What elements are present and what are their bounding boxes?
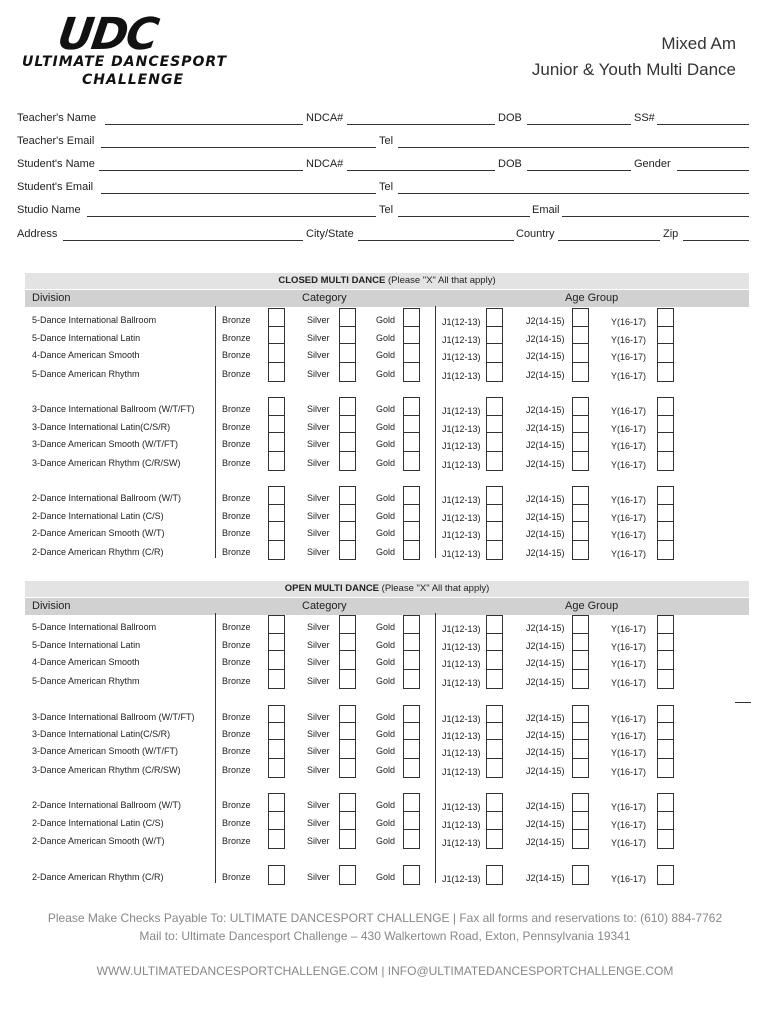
- silver-label: Silver: [307, 657, 330, 667]
- silver-label: Silver: [307, 547, 330, 557]
- silver-label: Silver: [307, 676, 330, 686]
- y-age-label: Y(16-17): [611, 678, 647, 688]
- open-dance-row: [0, 654, 770, 672]
- y-age-label: Y(16-17): [611, 748, 647, 758]
- dance-division-label: 3-Dance International Latin(C/S/R): [32, 729, 171, 739]
- division-heading: Division: [32, 292, 71, 304]
- j1-checkbox[interactable]: [486, 829, 503, 849]
- age-group-heading: Age Group: [565, 600, 619, 612]
- bronze-label: Bronze: [222, 350, 251, 360]
- teachers-name-label: Teacher's Name: [17, 112, 97, 124]
- gold-label: Gold: [376, 800, 396, 810]
- y-checkbox[interactable]: [657, 669, 674, 689]
- dance-division-label: 2-Dance American Smooth (W/T): [32, 836, 165, 846]
- gold-label: Gold: [376, 350, 396, 360]
- j2-age-label: J2(14-15): [526, 494, 565, 504]
- bronze-label: Bronze: [222, 333, 251, 343]
- open-dance-row: [0, 726, 770, 744]
- gold-checkbox[interactable]: [403, 865, 420, 885]
- tel-label: Tel: [379, 135, 394, 147]
- open-column-header: [25, 598, 749, 615]
- j2-age-label: J2(14-15): [526, 459, 565, 469]
- dance-division-label: 2-Dance International Ballroom (W/T): [32, 493, 182, 503]
- gold-label: Gold: [376, 369, 396, 379]
- bronze-label: Bronze: [222, 315, 251, 325]
- logo-line-2: CHALLENGE: [82, 72, 185, 88]
- gold-checkbox[interactable]: [403, 669, 420, 689]
- gold-label: Gold: [376, 872, 396, 882]
- y-age-label: Y(16-17): [611, 335, 647, 345]
- dance-division-label: 3-Dance International Ballroom (W/T/FT): [32, 404, 195, 414]
- payable-note: Please Make Checks Payable To: ULTIMATE DANCESPORT CHALLENGE | Fax all forms and reservations to: (610) 884-7762: [47, 911, 723, 925]
- dance-division-label: 2-Dance American Rhythm (C/R): [32, 872, 164, 882]
- studio-name-label: Studio Name: [17, 204, 81, 216]
- y-checkbox[interactable]: [657, 758, 674, 778]
- j1-checkbox[interactable]: [486, 669, 503, 689]
- silver-label: Silver: [307, 369, 330, 379]
- silver-checkbox[interactable]: [339, 669, 356, 689]
- bronze-label: Bronze: [222, 422, 251, 432]
- bronze-checkbox[interactable]: [268, 829, 285, 849]
- dance-division-label: 2-Dance International Latin (C/S): [32, 511, 164, 521]
- y-age-label: Y(16-17): [611, 624, 647, 634]
- silver-label: Silver: [307, 872, 330, 882]
- open-dance-row: [0, 815, 770, 833]
- bronze-label: Bronze: [222, 800, 251, 810]
- city-state-label: City/State: [306, 228, 354, 240]
- dance-division-label: 3-Dance American Smooth (W/T/FT): [32, 746, 179, 756]
- dance-division-label: 4-Dance American Smooth: [32, 350, 140, 360]
- j1-age-label: J1(12-13): [442, 820, 481, 830]
- division-heading: Division: [32, 600, 71, 612]
- j2-age-label: J2(14-15): [526, 548, 565, 558]
- silver-label: Silver: [307, 712, 330, 722]
- gold-label: Gold: [376, 439, 396, 449]
- gold-checkbox[interactable]: [403, 829, 420, 849]
- j2-age-label: J2(14-15): [526, 370, 565, 380]
- gold-label: Gold: [376, 458, 396, 468]
- country-label: Country: [516, 228, 555, 240]
- open-dance-row: [0, 762, 770, 780]
- dob-label: DOB: [498, 158, 522, 170]
- dance-division-label: 5-Dance American Rhythm: [32, 369, 140, 379]
- j1-age-label: J1(12-13): [442, 424, 481, 434]
- silver-label: Silver: [307, 458, 330, 468]
- y-checkbox[interactable]: [657, 793, 674, 813]
- bronze-checkbox[interactable]: [268, 739, 285, 759]
- dance-division-label: 5-Dance International Ballroom: [32, 622, 157, 632]
- silver-label: Silver: [307, 746, 330, 756]
- dance-division-label: 3-Dance International Ballroom (W/T/FT): [32, 712, 195, 722]
- tel-label: Tel: [379, 181, 394, 193]
- gold-label: Gold: [376, 422, 396, 432]
- j1-age-label: J1(12-13): [442, 838, 481, 848]
- j1-age-label: J1(12-13): [442, 549, 481, 559]
- j2-age-label: J2(14-15): [526, 801, 565, 811]
- form-title-line-2: Junior & Youth Multi Dance: [531, 60, 736, 79]
- division-separator: [215, 613, 216, 883]
- j1-age-label: J1(12-13): [442, 748, 481, 758]
- y-age-label: Y(16-17): [611, 371, 647, 381]
- j1-age-label: J1(12-13): [442, 624, 481, 634]
- j2-age-label: J2(14-15): [526, 747, 565, 757]
- silver-label: Silver: [307, 800, 330, 810]
- age-separator: [435, 613, 436, 883]
- bronze-checkbox[interactable]: [268, 793, 285, 813]
- website-contact: WWW.ULTIMATEDANCESPORTCHALLENGE.COM | INFO@ULTIMATEDANCESPORTCHALLENGE.COM: [96, 964, 674, 978]
- gold-checkbox[interactable]: [403, 758, 420, 778]
- j1-checkbox[interactable]: [486, 865, 503, 885]
- j2-age-label: J2(14-15): [526, 641, 565, 651]
- dance-division-label: 5-Dance American Rhythm: [32, 676, 140, 686]
- gender-label: Gender: [634, 158, 671, 170]
- students-email-label: Student's Email: [17, 181, 94, 193]
- j2-age-label: J2(14-15): [526, 730, 565, 740]
- divider-mark: [735, 702, 751, 703]
- y-checkbox[interactable]: [657, 615, 674, 635]
- j1-age-label: J1(12-13): [442, 642, 481, 652]
- bronze-label: Bronze: [222, 676, 251, 686]
- bronze-checkbox[interactable]: [268, 650, 285, 670]
- bronze-checkbox[interactable]: [268, 669, 285, 689]
- j1-age-label: J1(12-13): [442, 460, 481, 470]
- j1-age-label: J1(12-13): [442, 441, 481, 451]
- mailing-address: Mail to: Ultimate Dancesport Challenge – 430 Walkertown Road, Exton, Pennsylvania 19341: [139, 929, 631, 943]
- bronze-label: Bronze: [222, 458, 251, 468]
- y-age-label: Y(16-17): [611, 820, 647, 830]
- y-checkbox[interactable]: [657, 865, 674, 885]
- j1-age-label: J1(12-13): [442, 874, 481, 884]
- silver-label: Silver: [307, 404, 330, 414]
- silver-label: Silver: [307, 836, 330, 846]
- gold-checkbox[interactable]: [403, 739, 420, 759]
- ss-label: SS#: [634, 112, 655, 124]
- silver-label: Silver: [307, 528, 330, 538]
- open-dance-row: [0, 743, 770, 761]
- y-age-label: Y(16-17): [611, 530, 647, 540]
- gold-label: Gold: [376, 640, 396, 650]
- j1-age-label: J1(12-13): [442, 495, 481, 505]
- j2-checkbox[interactable]: [572, 758, 589, 778]
- ndca-label: NDCA#: [306, 112, 344, 124]
- y-age-label: Y(16-17): [611, 714, 647, 724]
- gold-label: Gold: [376, 511, 396, 521]
- y-age-label: Y(16-17): [611, 317, 647, 327]
- y-checkbox[interactable]: [657, 829, 674, 849]
- logo-line-1: ULTIMATE DANCESPORT: [22, 54, 228, 70]
- j1-age-label: J1(12-13): [442, 731, 481, 741]
- gold-checkbox[interactable]: [403, 793, 420, 813]
- gold-label: Gold: [376, 712, 396, 722]
- open-dance-row: [0, 619, 770, 637]
- address-label: Address: [17, 228, 58, 240]
- j1-checkbox[interactable]: [486, 615, 503, 635]
- y-age-label: Y(16-17): [611, 731, 647, 741]
- open-section-title: OPEN MULTI DANCE: [284, 583, 380, 594]
- gold-checkbox[interactable]: [403, 811, 420, 831]
- category-heading: Category: [302, 600, 347, 612]
- y-age-label: Y(16-17): [611, 549, 647, 559]
- bronze-label: Bronze: [222, 511, 251, 521]
- j2-checkbox[interactable]: [572, 865, 589, 885]
- gold-label: Gold: [376, 729, 396, 739]
- dance-division-label: 2-Dance International Latin (C/S): [32, 818, 164, 828]
- y-age-label: Y(16-17): [611, 495, 647, 505]
- bronze-label: Bronze: [222, 439, 251, 449]
- j2-age-label: J2(14-15): [526, 405, 565, 415]
- form-title-line-1: Mixed Am: [661, 34, 736, 53]
- silver-label: Silver: [307, 493, 330, 503]
- silver-checkbox[interactable]: [339, 793, 356, 813]
- open-dance-row: [0, 709, 770, 727]
- j1-age-label: J1(12-13): [442, 659, 481, 669]
- gold-label: Gold: [376, 547, 396, 557]
- bronze-label: Bronze: [222, 765, 251, 775]
- y-checkbox[interactable]: [657, 650, 674, 670]
- y-age-label: Y(16-17): [611, 802, 647, 812]
- students-name-label: Student's Name: [17, 158, 95, 170]
- silver-label: Silver: [307, 422, 330, 432]
- j2-checkbox[interactable]: [572, 739, 589, 759]
- j2-age-label: J2(14-15): [526, 512, 565, 522]
- j2-age-label: J2(14-15): [526, 837, 565, 847]
- bronze-label: Bronze: [222, 712, 251, 722]
- open-dance-row: [0, 673, 770, 691]
- gold-label: Gold: [376, 676, 396, 686]
- j2-age-label: J2(14-15): [526, 677, 565, 687]
- silver-checkbox[interactable]: [339, 650, 356, 670]
- j2-age-label: J2(14-15): [526, 316, 565, 326]
- silver-label: Silver: [307, 333, 330, 343]
- j1-age-label: J1(12-13): [442, 513, 481, 523]
- j1-age-label: J1(12-13): [442, 678, 481, 688]
- j2-age-label: J2(14-15): [526, 623, 565, 633]
- bronze-label: Bronze: [222, 369, 251, 379]
- y-age-label: Y(16-17): [611, 406, 647, 416]
- j2-age-label: J2(14-15): [526, 873, 565, 883]
- j2-checkbox[interactable]: [572, 793, 589, 813]
- j2-age-label: J2(14-15): [526, 351, 565, 361]
- bronze-label: Bronze: [222, 657, 251, 667]
- y-age-label: Y(16-17): [611, 767, 647, 777]
- y-age-label: Y(16-17): [611, 352, 647, 362]
- bronze-label: Bronze: [222, 547, 251, 557]
- j2-age-label: J2(14-15): [526, 529, 565, 539]
- dob-label: DOB: [498, 112, 522, 124]
- gold-label: Gold: [376, 818, 396, 828]
- silver-checkbox[interactable]: [339, 829, 356, 849]
- silver-checkbox[interactable]: [339, 865, 356, 885]
- j1-age-label: J1(12-13): [442, 767, 481, 777]
- y-age-label: Y(16-17): [611, 460, 647, 470]
- j2-age-label: J2(14-15): [526, 819, 565, 829]
- gold-label: Gold: [376, 315, 396, 325]
- j1-age-label: J1(12-13): [442, 371, 481, 381]
- gold-label: Gold: [376, 622, 396, 632]
- open-dance-row: [0, 869, 770, 887]
- j1-checkbox[interactable]: [486, 650, 503, 670]
- j1-age-label: J1(12-13): [442, 714, 481, 724]
- dance-division-label: 5-Dance International Latin: [32, 333, 141, 343]
- bronze-label: Bronze: [222, 493, 251, 503]
- y-age-label: Y(16-17): [611, 659, 647, 669]
- gold-label: Gold: [376, 746, 396, 756]
- closed-section-title: CLOSED MULTI DANCE: [278, 275, 386, 286]
- dance-division-label: 3-Dance American Rhythm (C/R/SW): [32, 765, 181, 775]
- gold-label: Gold: [376, 836, 396, 846]
- gold-checkbox[interactable]: [403, 615, 420, 635]
- teachers-email-label: Teacher's Email: [17, 135, 95, 147]
- silver-checkbox[interactable]: [339, 758, 356, 778]
- j1-age-label: J1(12-13): [442, 802, 481, 812]
- bronze-label: Bronze: [222, 622, 251, 632]
- silver-label: Silver: [307, 622, 330, 632]
- j2-checkbox[interactable]: [572, 829, 589, 849]
- bronze-checkbox[interactable]: [268, 811, 285, 831]
- j1-age-label: J1(12-13): [442, 352, 481, 362]
- dance-division-label: 3-Dance American Smooth (W/T/FT): [32, 439, 179, 449]
- j2-age-label: J2(14-15): [526, 334, 565, 344]
- open-section-instruction: (Please "X" All that apply): [381, 583, 490, 594]
- age-group-heading: Age Group: [565, 292, 619, 304]
- tel-label: Tel: [379, 204, 394, 216]
- j1-checkbox[interactable]: [486, 739, 503, 759]
- email-label: Email: [532, 204, 560, 216]
- silver-checkbox[interactable]: [339, 811, 356, 831]
- j1-age-label: J1(12-13): [442, 406, 481, 416]
- bronze-checkbox[interactable]: [268, 865, 285, 885]
- j1-checkbox[interactable]: [486, 758, 503, 778]
- j2-checkbox[interactable]: [572, 615, 589, 635]
- y-checkbox[interactable]: [657, 739, 674, 759]
- open-section-header: [25, 581, 749, 597]
- y-age-label: Y(16-17): [611, 874, 647, 884]
- j2-age-label: J2(14-15): [526, 423, 565, 433]
- bronze-label: Bronze: [222, 872, 251, 882]
- silver-checkbox[interactable]: [339, 739, 356, 759]
- dance-division-label: 5-Dance International Latin: [32, 640, 141, 650]
- silver-label: Silver: [307, 765, 330, 775]
- silver-label: Silver: [307, 511, 330, 521]
- gold-checkbox[interactable]: [403, 650, 420, 670]
- bronze-label: Bronze: [222, 729, 251, 739]
- ndca-label: NDCA#: [306, 158, 344, 170]
- dance-division-label: 4-Dance American Smooth: [32, 657, 140, 667]
- silver-checkbox[interactable]: [339, 615, 356, 635]
- j1-checkbox[interactable]: [486, 811, 503, 831]
- dance-division-label: 3-Dance International Latin(C/S/R): [32, 422, 171, 432]
- dance-division-label: 2-Dance American Rhythm (C/R): [32, 547, 164, 557]
- j1-checkbox[interactable]: [486, 793, 503, 813]
- j1-age-label: J1(12-13): [442, 317, 481, 327]
- silver-label: Silver: [307, 350, 330, 360]
- open-dance-row: [0, 637, 770, 655]
- bronze-label: Bronze: [222, 818, 251, 828]
- bronze-label: Bronze: [222, 640, 251, 650]
- j2-checkbox[interactable]: [572, 811, 589, 831]
- y-checkbox[interactable]: [657, 811, 674, 831]
- gold-label: Gold: [376, 493, 396, 503]
- gold-label: Gold: [376, 333, 396, 343]
- j2-age-label: J2(14-15): [526, 713, 565, 723]
- y-age-label: Y(16-17): [611, 441, 647, 451]
- j2-checkbox[interactable]: [572, 650, 589, 670]
- silver-label: Silver: [307, 640, 330, 650]
- bronze-label: Bronze: [222, 404, 251, 414]
- silver-label: Silver: [307, 439, 330, 449]
- category-heading: Category: [302, 292, 347, 304]
- dance-division-label: 5-Dance International Ballroom: [32, 315, 157, 325]
- logo-mark: UDC: [54, 9, 161, 60]
- y-age-label: Y(16-17): [611, 424, 647, 434]
- j2-age-label: J2(14-15): [526, 658, 565, 668]
- j2-age-label: J2(14-15): [526, 440, 565, 450]
- y-age-label: Y(16-17): [611, 513, 647, 523]
- closed-section-instruction: (Please "X" All that apply): [388, 275, 496, 286]
- silver-label: Silver: [307, 818, 330, 828]
- j1-age-label: J1(12-13): [442, 530, 481, 540]
- gold-label: Gold: [376, 404, 396, 414]
- gold-label: Gold: [376, 528, 396, 538]
- open-dance-row: [0, 833, 770, 851]
- silver-label: Silver: [307, 315, 330, 325]
- j1-age-label: J1(12-13): [442, 335, 481, 345]
- silver-label: Silver: [307, 729, 330, 739]
- j2-age-label: J2(14-15): [526, 766, 565, 776]
- gold-label: Gold: [376, 657, 396, 667]
- dance-division-label: 2-Dance International Ballroom (W/T): [32, 800, 182, 810]
- y-age-label: Y(16-17): [611, 838, 647, 848]
- zip-label: Zip: [663, 228, 679, 240]
- dance-division-label: 2-Dance American Smooth (W/T): [32, 528, 165, 538]
- y-age-label: Y(16-17): [611, 642, 647, 652]
- gold-label: Gold: [376, 765, 396, 775]
- bronze-checkbox[interactable]: [268, 615, 285, 635]
- bronze-label: Bronze: [222, 746, 251, 756]
- j2-checkbox[interactable]: [572, 669, 589, 689]
- dance-division-label: 3-Dance American Rhythm (C/R/SW): [32, 458, 181, 468]
- bronze-checkbox[interactable]: [268, 758, 285, 778]
- bronze-label: Bronze: [222, 836, 251, 846]
- open-dance-row: [0, 797, 770, 815]
- bronze-label: Bronze: [222, 528, 251, 538]
